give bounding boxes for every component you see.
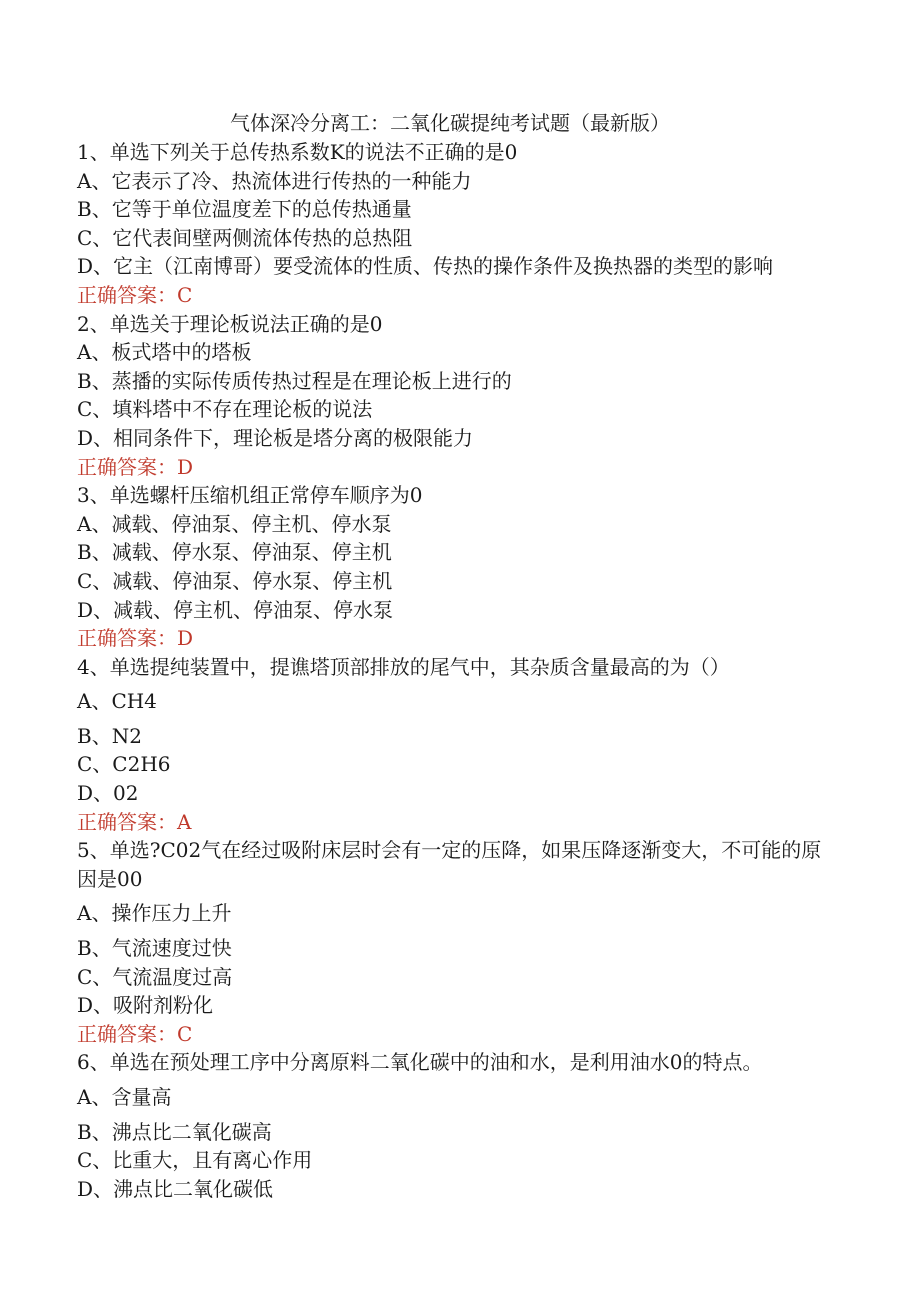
question-5-option-a: A、操作压力上升 [77,901,232,926]
question-2-option-c: C、填料塔中不存在理论板的说法 [77,397,373,422]
question-1-option-a: A、它表示了冷、热流体进行传热的一种能力 [77,168,472,193]
question-3-option-d: D、减载、停主机、停油泵、停水泵 [77,597,394,622]
question-5-option-b: B、气流速度过快 [77,936,232,961]
question-4-option-b: B、N2 [77,723,142,748]
question-6-option-a: A、含量高 [77,1085,172,1109]
question-4-option-d: D、02 [77,781,139,806]
question-2-stem: 2、单选关于理论板说法正确的是0 [77,311,383,336]
question-2-option-d: D、相同条件下，理论板是塔分离的极限能力 [77,425,474,450]
question-6-stem: 6、单选在预处理工序中分离原料二氧化碳中的油和水，是利用油水0的特点。 [77,1050,763,1075]
question-4-stem: 4、单选提纯装置中，提谯塔顶部排放的尾气中，其杂质含量最高的为（） [77,654,730,679]
question-2-option-b: B、蒸播的实际传质传热过程是在理论板上进行的 [77,368,512,393]
question-1-answer: 正确答案：C [77,282,193,307]
question-list [77,138,837,1203]
question-5-stem: 5、单选?C02气在经过吸附床层时会有一定的压降，如果压降逐渐变大，不可能的原因是00 [77,838,822,891]
question-3-stem: 3、单选螺杆压缩机组正常停车顺序为0 [77,483,423,508]
question-1-option-b: B、它等于单位温度差下的总传热通量 [77,197,412,222]
question-3-option-b: B、减载、停水泵、停油泵、停主机 [77,540,392,565]
question-3-option-a: A、减载、停油泵、停主机、停水泵 [77,511,392,536]
question-4-answer: 正确答案：A [77,809,192,834]
question-4-option-a: A、CH4 [77,689,157,714]
question-5-option-d: D、吸附剂粉化 [77,993,214,1018]
document-title: 气体深冷分离工：二氧化碳提纯考试题（最新版） [230,111,670,135]
question-6-option-b: B、沸点比二氧化碳高 [77,1119,272,1144]
question-1-option-d: D、它主（江南博哥）要受流体的性质、传热的操作条件及换热器的类型的影响 [77,254,774,279]
question-1-stem: 1、单选下列关于总传热系数K的说法不正确的是0 [77,140,518,164]
question-6-option-c: C、比重大，且有离心作用 [77,1148,313,1173]
question-1-option-c: C、它代表间壁两侧流体传热的总热阻 [77,225,413,250]
question-2-option-a: A、板式塔中的塔板 [77,340,252,365]
question-6-option-d: D、沸点比二氧化碳低 [77,1176,274,1201]
question-4-option-c: C、C2H6 [77,752,171,777]
question-3-answer: 正确答案：D [77,626,194,651]
question-5-option-c: C、气流温度过高 [77,964,233,989]
question-3-option-c: C、减载、停油泵、停水泵、停主机 [77,568,393,593]
question-2-answer: 正确答案：D [77,454,194,479]
question-5-answer: 正确答案：C [77,1021,193,1046]
